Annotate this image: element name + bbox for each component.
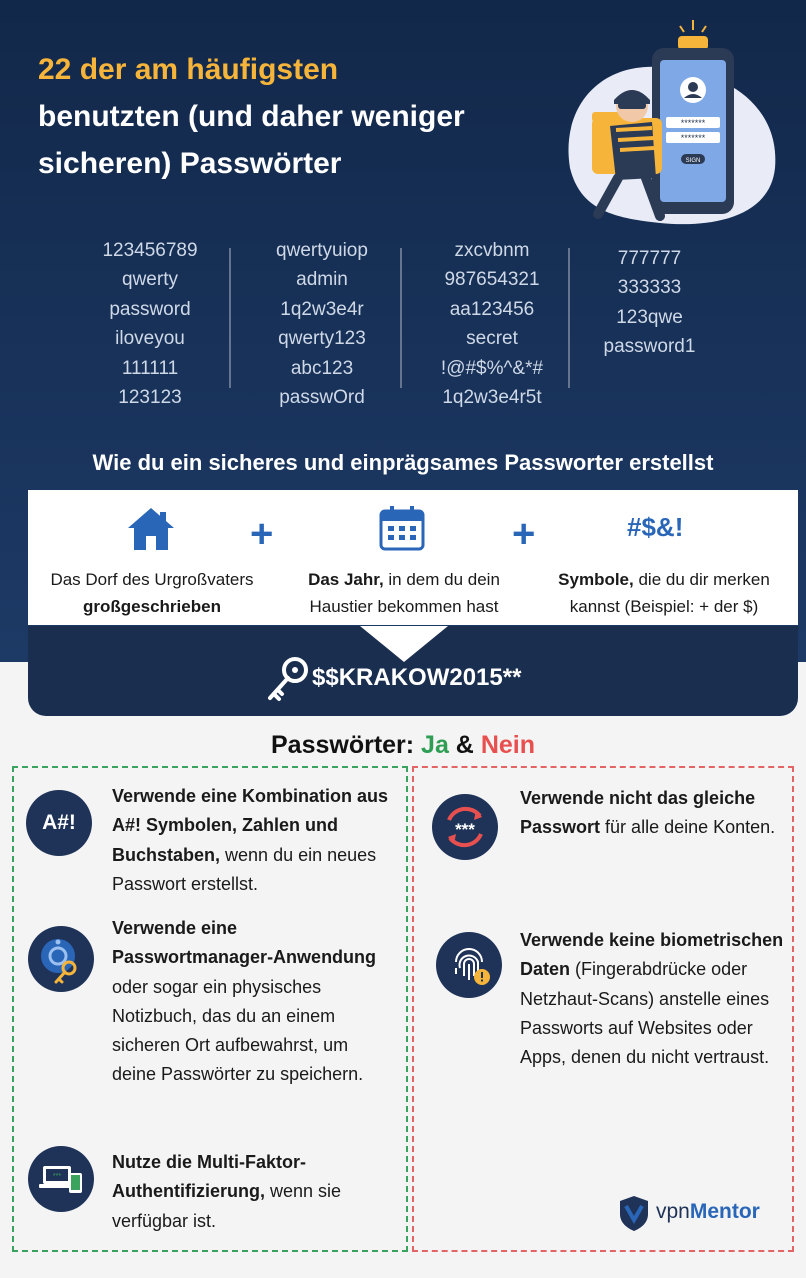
password-item: 123123 — [118, 387, 182, 409]
phone-password-2: ******* — [680, 133, 706, 143]
yes-item-combination — [112, 782, 402, 899]
password-item: 333333 — [617, 277, 682, 299]
symbols-icon-text: A#! — [42, 811, 76, 834]
title-line-2: benutzten (und daher weniger — [38, 100, 465, 133]
vpnmentor-logo — [618, 1194, 788, 1234]
yes-item-3-text: wenn sie verfügbar ist. — [112, 1181, 342, 1231]
cycle-password-icon — [432, 794, 498, 860]
password-item: 123456789 — [102, 240, 198, 261]
yes-no-title — [0, 731, 806, 760]
recipe-symbols-text-2: kannst (Beispiel: + der $) — [569, 597, 759, 616]
howto-title: Wie du ein sicheres und einprägsames Passworter erstellst — [92, 450, 714, 475]
password-item: password1 — [603, 336, 696, 358]
result-arrow — [360, 626, 448, 662]
no-item-2-bold: Verwende keine biometrischen Daten — [520, 930, 784, 980]
yes-item-2-bold: Verwende eine Passwortmanager-Anwendung — [112, 918, 377, 968]
password-column-1 — [70, 236, 230, 412]
password-item: passwOrd — [279, 387, 365, 409]
yes-item-mfa — [112, 1148, 396, 1236]
no-box — [412, 766, 794, 1252]
calendar-icon — [378, 504, 426, 552]
laptop-phone-icon — [28, 1146, 94, 1212]
no-item-1-text: für alle deine Konten. — [600, 817, 776, 838]
yes-item-3-bold: Nutze die Multi-Faktor-Authentifizierung, — [112, 1152, 306, 1202]
yn-ja: Ja — [421, 731, 449, 759]
recipe-item-village — [34, 566, 270, 620]
password-item: abc123 — [290, 357, 354, 379]
yn-nein: Nein — [480, 731, 535, 759]
symbols-circle-icon — [26, 790, 92, 856]
same-password-circle — [432, 794, 498, 860]
svg-text:***: *** — [52, 1173, 62, 1180]
shield-icon — [618, 1194, 650, 1232]
password-column-4 — [572, 244, 727, 362]
page-title — [38, 46, 578, 187]
phone-password-1: ******* — [680, 118, 706, 128]
password-item: secret — [466, 328, 518, 350]
password-item: admin — [296, 269, 348, 291]
password-manager-circle — [28, 926, 94, 992]
password-item: zxcvbnm — [454, 240, 530, 261]
mfa-circle — [28, 1146, 94, 1212]
no-item-biometrics — [520, 926, 786, 1072]
phone-sign-button: SIGN — [685, 158, 701, 164]
yes-item-1-bold: Verwende eine Kombination aus A#! Symbolen, Zahlen und Buchstaben, — [112, 786, 389, 865]
password-column-2 — [242, 236, 402, 412]
column-divider — [229, 248, 231, 388]
recipe-year-text-2: Haustier bekommen hast — [309, 597, 499, 616]
password-item: qwerty — [122, 269, 178, 291]
common-passwords — [70, 236, 730, 412]
recipe-village-bold: großgeschrieben — [83, 597, 221, 616]
recipe-item-year — [284, 566, 524, 620]
password-item: 777777 — [617, 248, 682, 269]
no-item-1-bold: Verwende nicht das gleiche Passwort — [520, 788, 756, 838]
recipe-symbols-bold: Symbole, — [558, 570, 634, 589]
password-item: qwerty123 — [278, 328, 366, 350]
brand-vpn: vpn — [656, 1200, 690, 1223]
brand-name — [656, 1200, 760, 1224]
password-item: 123qwe — [616, 306, 683, 328]
password-item: 987654321 — [444, 269, 540, 291]
yn-prefix: Passwörter: — [270, 731, 422, 759]
password-item: !@#$%^&*# — [440, 357, 544, 379]
safe-key-icon — [28, 926, 94, 992]
same-password-icon-text: *** — [455, 820, 475, 839]
hacker-phone-illustration — [560, 18, 790, 228]
plus-sign: + — [512, 512, 536, 556]
password-item: 111111 — [121, 357, 179, 379]
column-divider — [400, 248, 402, 388]
password-item: 1q2w3e4r — [280, 298, 364, 320]
brand-mentor: Mentor — [689, 1200, 760, 1223]
house-icon — [126, 504, 176, 554]
column-divider — [568, 248, 570, 388]
password-item: password — [109, 298, 191, 320]
password-item: 1q2w3e4r5t — [442, 387, 542, 409]
recipe-year-bold: Das Jahr, — [308, 570, 384, 589]
password-item: iloveyou — [115, 328, 185, 350]
password-recipe-card — [28, 490, 798, 625]
example-password: $$KRAKOW2015** — [312, 664, 522, 691]
yes-box — [12, 766, 408, 1252]
yes-item-1-text: wenn du ein neues Passwort erstellst. — [112, 844, 377, 894]
yes-item-2-text: oder sogar ein physisches Notizbuch, das du an einem sicheren Ort aufbewahrst, um deine Passwörter zu speichern. — [112, 976, 364, 1085]
recipe-symbols-text: die du dir merken — [633, 570, 770, 589]
yes-item-password-manager — [112, 914, 396, 1090]
yn-amp: & — [448, 731, 481, 759]
title-line-3: sicheren) Passwörter — [38, 147, 342, 180]
biometric-circle — [436, 932, 502, 998]
password-item: aa123456 — [449, 298, 535, 320]
title-line-1: 22 der am häufigsten — [38, 53, 339, 86]
key-icon — [266, 656, 310, 702]
password-column-3 — [412, 236, 572, 412]
recipe-village-text: Das Dorf des Urgroßvaters — [50, 570, 254, 589]
recipe-year-text: in dem du dein — [383, 570, 500, 589]
recipe-item-symbols — [534, 566, 794, 620]
symbols-icon: #$&! — [627, 512, 684, 542]
password-item: qwertyuiop — [276, 240, 368, 261]
no-item-same-password — [520, 784, 780, 843]
plus-sign: + — [250, 512, 274, 556]
no-item-2-text: (Fingerabdrücke oder Netzhaut-Scans) anstelle eines Passworts auf Websites oder Apps, denen du nicht vertraust. — [520, 959, 770, 1068]
fingerprint-icon — [436, 932, 502, 998]
